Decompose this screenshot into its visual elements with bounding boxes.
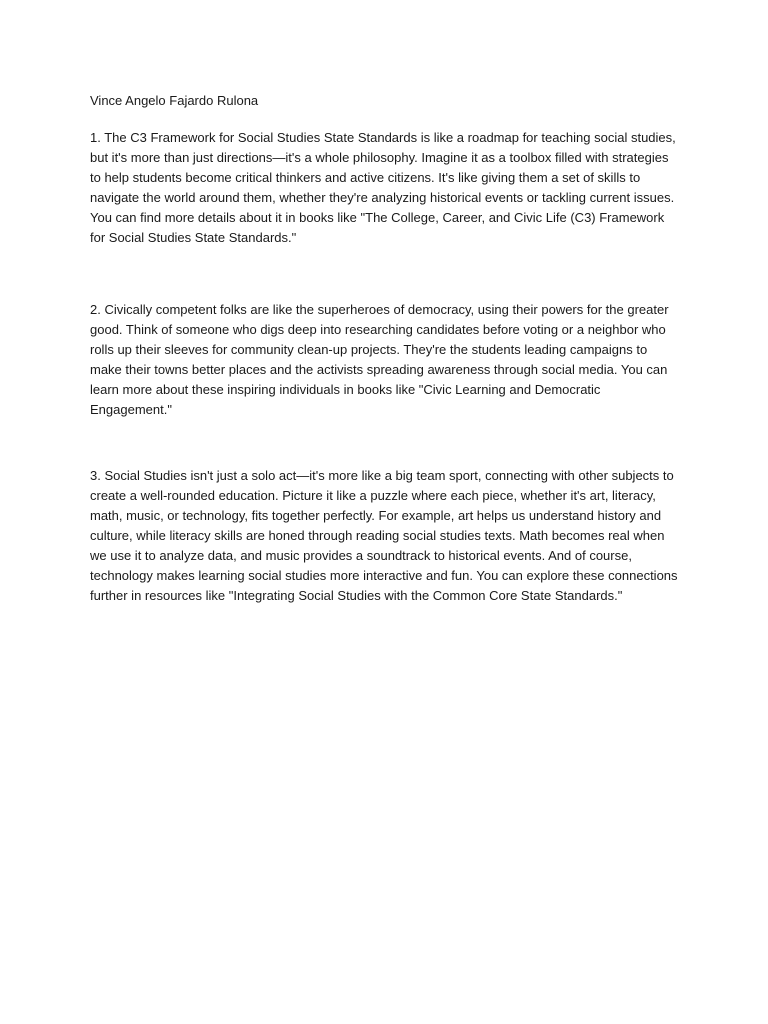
document-body [90, 91, 680, 606]
paragraph-1: 1. The C3 Framework for Social Studies State Standards is like a roadmap for teaching social studies, but it's more than just directions—it's a whole philosophy. Imagine it as a toolbox filled with strategies to help students become critical thinkers and active citizens. It's like giving them a set of skills to navigate the world around them, whether they're analyzing historical events or tackling current issues. You can find more details about it in books like "The College, Career, and Civic Life (C3) Framework for Social Studies State Standards." [90, 130, 676, 245]
author-name: Vince Angelo Fajardo Rulona [90, 93, 259, 108]
paragraph-2: 2. Civically competent folks are like the superheroes of democracy, using their powers for the greater good. Think of someone who digs deep into researching candidates before voting or a neighbor who rolls up their sleeves for community clean-up projects. They're the students leading campaigns to make their towns better places and the activists spreading awareness through social media. You can learn more about these inspiring individuals in books like "Civic Learning and Democratic Engagement." [90, 302, 669, 417]
paragraph-3: 3. Social Studies isn't just a solo act—it's more like a big team sport, connecting with other subjects to create a well-rounded education. Picture it like a puzzle where each piece, whether it's art, literacy, math, music, or technology, fits together perfectly. For example, art helps us understand history and culture, while literacy skills are honed through reading social studies texts. Math becomes real when we use it to analyze data, and music provides a soundtrack to historical events. And of course, technology makes learning social studies more interactive and fun. You can explore these connections further in resources like "Integrating Social Studies with the Common Core State Standards." [90, 468, 678, 603]
